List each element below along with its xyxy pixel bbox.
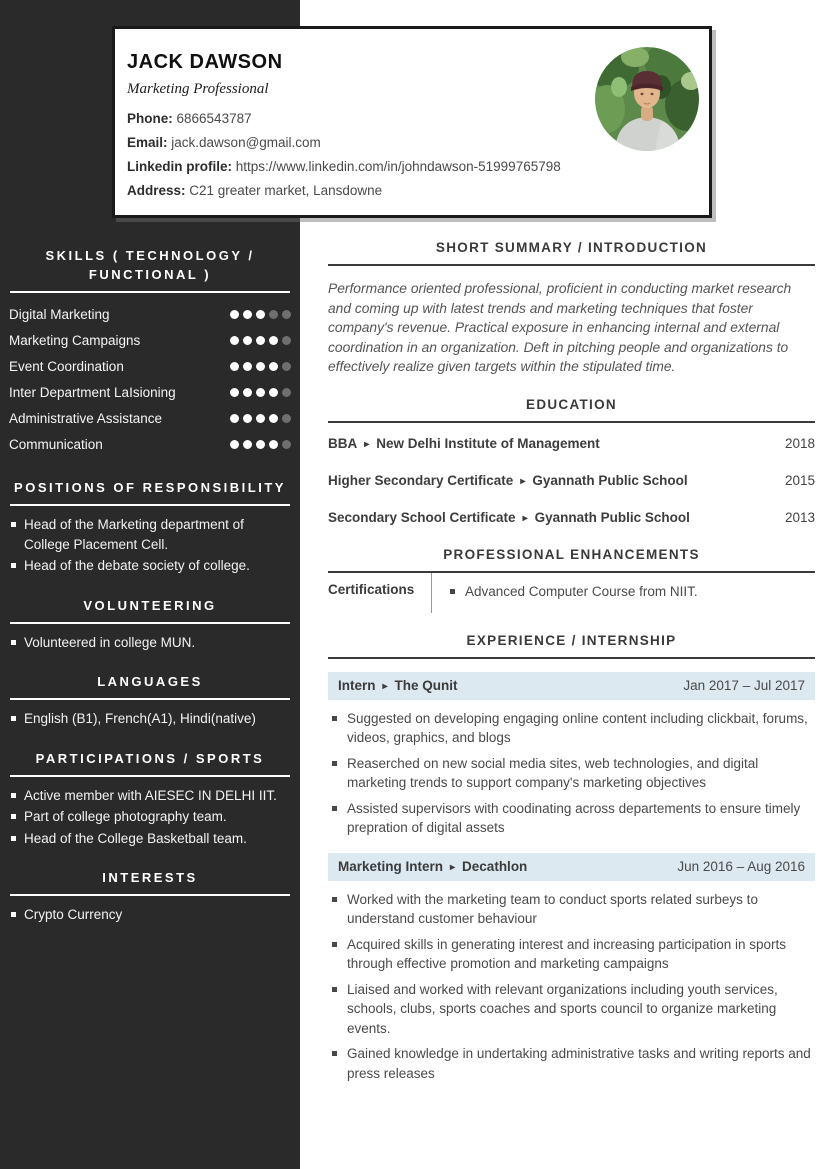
list-item: Worked with the marketing team to conduct sports related surbeys to understand customer behaviour	[328, 890, 815, 929]
job-bullet-list	[328, 709, 815, 838]
list-item: Crypto Currency	[9, 905, 291, 925]
list-item: Active member with AIESEC IN DELHI IIT.	[9, 786, 291, 806]
divider	[10, 622, 290, 624]
rating-dot-filled	[243, 362, 252, 371]
school: Gyannath Public School	[534, 509, 690, 525]
positions-section	[9, 478, 291, 576]
skill-row	[9, 354, 291, 380]
rating-dot-filled	[256, 388, 265, 397]
rating-dot-filled	[269, 336, 278, 345]
vertical-divider	[431, 573, 432, 613]
skill-rating-dots	[230, 336, 291, 345]
skill-row	[9, 432, 291, 458]
list-item: Reaserched on new social media sites, web technologies, and digital marketing trends to support company's marketing objectives	[328, 754, 815, 793]
divider	[10, 504, 290, 506]
rating-dot-filled	[243, 336, 252, 345]
phone-value: 6866543787	[176, 111, 252, 126]
rating-dot-empty	[282, 362, 291, 371]
email-value[interactable]: jack.dawson@gmail.com	[171, 135, 321, 150]
skill-name: Communication	[9, 437, 103, 452]
languages-heading: LANGUAGES	[97, 674, 203, 689]
skill-name: Event Coordination	[9, 359, 124, 374]
list-item: Gained knowledge in undertaking administrative tasks and writing reports and press releases	[328, 1044, 815, 1083]
person-name: JACK DAWSON	[127, 51, 283, 73]
education-degree-school	[328, 473, 688, 488]
certifications-row	[328, 573, 815, 613]
positions-list	[9, 515, 291, 576]
rating-dot-filled	[256, 310, 265, 319]
rating-dot-empty	[269, 310, 278, 319]
languages-list	[9, 709, 291, 729]
education-heading: EDUCATION	[526, 396, 617, 412]
profile-photo-illustration	[595, 47, 699, 151]
divider	[328, 657, 815, 659]
rating-dot-filled	[256, 362, 265, 371]
education-section	[328, 397, 815, 525]
skill-row	[9, 406, 291, 432]
education-row	[328, 436, 815, 451]
participations-heading: PARTICIPATIONS / SPORTS	[35, 750, 265, 766]
divider	[10, 775, 290, 777]
skill-rating-dots	[230, 362, 291, 371]
volunteering-section	[9, 596, 291, 653]
arrow-right-icon: ▸	[364, 438, 370, 450]
rating-dot-filled	[230, 388, 239, 397]
phone-label: Phone:	[127, 111, 173, 126]
skills-section	[9, 246, 291, 458]
contact-address	[127, 179, 695, 203]
degree: Higher Secondary Certificate	[328, 472, 514, 488]
rating-dot-empty	[282, 388, 291, 397]
list-item: Advanced Computer Course from NIIT.	[446, 582, 698, 602]
interests-section	[9, 868, 291, 925]
school: New Delhi Institute of Management	[376, 435, 600, 451]
skills-heading: SKILLS ( TECHNOLOGY / FUNCTIONAL )	[45, 248, 255, 282]
professional-enhancements-section	[328, 547, 815, 613]
skill-rating-dots	[230, 388, 291, 397]
profile-photo	[595, 47, 699, 151]
list-item: Suggested on developing engaging online content including clickbait, forums, videos, graphics, and blogs	[328, 709, 815, 748]
job-dates: Jan 2017 – Jul 2017	[683, 677, 805, 693]
skill-name: Marketing Campaigns	[9, 333, 141, 348]
skill-name: Digital Marketing	[9, 307, 110, 322]
rating-dot-filled	[243, 414, 252, 423]
rating-dot-filled	[243, 388, 252, 397]
divider	[328, 421, 815, 423]
education-degree-school	[328, 510, 690, 525]
participations-section	[9, 749, 291, 849]
list-item: Head of the debate society of college.	[9, 556, 291, 576]
rating-dot-filled	[256, 336, 265, 345]
arrow-right-icon: ▸	[450, 861, 456, 873]
volunteering-list	[9, 633, 291, 653]
rating-dot-filled	[243, 440, 252, 449]
degree: BBA	[328, 435, 358, 451]
experience-heading: EXPERIENCE / INTERNSHIP	[466, 632, 677, 648]
list-item: Head of the Marketing department of College Placement Cell.	[9, 515, 291, 554]
job-dates: Jun 2016 – Aug 2016	[677, 858, 805, 874]
divider	[10, 894, 290, 896]
skill-row	[9, 380, 291, 406]
job-header-bar	[328, 853, 815, 881]
school: Gyannath Public School	[532, 472, 688, 488]
summary-section	[328, 240, 815, 377]
rating-dot-filled	[243, 310, 252, 319]
languages-section	[9, 672, 291, 729]
divider	[10, 291, 290, 293]
skill-row	[9, 328, 291, 354]
volunteering-heading: VOLUNTEERING	[83, 597, 217, 613]
participations-list	[9, 786, 291, 849]
main-column	[328, 240, 815, 1103]
job-title	[338, 678, 458, 693]
header-card	[112, 26, 712, 218]
arrow-right-icon: ▸	[522, 512, 528, 524]
list-item: Acquired skills in generating interest and increasing participation in sports through effective promotion and marketing campaigns	[328, 935, 815, 974]
rating-dot-filled	[230, 440, 239, 449]
arrow-right-icon: ▸	[382, 680, 388, 692]
list-item: Head of the College Basketball team.	[9, 829, 291, 849]
rating-dot-filled	[256, 440, 265, 449]
job-block	[328, 853, 815, 1084]
address-label: Address:	[127, 183, 186, 198]
interests-list	[9, 905, 291, 925]
job-bullet-list	[328, 890, 815, 1084]
skill-name: Administrative Assistance	[9, 411, 163, 426]
divider	[328, 264, 815, 266]
divider	[10, 698, 290, 700]
rating-dot-filled	[269, 414, 278, 423]
job-company: The Qunit	[394, 677, 458, 693]
skill-rating-dots	[230, 414, 291, 423]
education-year: 2013	[784, 509, 815, 525]
rating-dot-empty	[282, 440, 291, 449]
summary-heading: SHORT SUMMARY / INTRODUCTION	[435, 240, 708, 255]
rating-dot-empty	[282, 310, 291, 319]
skill-row	[9, 302, 291, 328]
rating-dot-filled	[269, 388, 278, 397]
rating-dot-filled	[256, 414, 265, 423]
rating-dot-filled	[230, 414, 239, 423]
rating-dot-empty	[282, 336, 291, 345]
arrow-right-icon: ▸	[520, 475, 526, 487]
rating-dot-empty	[282, 414, 291, 423]
certifications-label: Certifications	[328, 581, 415, 597]
positions-heading: POSITIONS OF RESPONSIBILITY	[14, 480, 286, 495]
list-item: Liaised and worked with relevant organizations including youth services, schools, clubs, sports coaches and sports council to organize marketing events.	[328, 980, 815, 1039]
list-item: Part of college photography team.	[9, 807, 291, 827]
linkedin-url[interactable]: https://www.linkedin.com/in/johndawson-51999765798	[235, 159, 561, 174]
education-year: 2015	[784, 472, 815, 488]
skill-rating-dots	[230, 310, 291, 319]
education-degree-school	[328, 436, 600, 451]
person-job-title: Marketing Professional	[127, 81, 269, 97]
list-item: Volunteered in college MUN.	[9, 633, 291, 653]
list-item: Assisted supervisors with coodinating across departements to ensure timely prepration of digital assets	[328, 799, 815, 838]
summary-text: Performance oriented professional, proficient in conducting market research and coming up with latest trends and marketing techniques that foster company's revenue. Practical exposure in enhancing internal and external coordination in an organization. Deft in pitching people and organizations to effectively realize given targets within the stipulated time.	[328, 281, 792, 374]
job-role: Intern	[338, 677, 376, 693]
job-header-bar	[328, 672, 815, 700]
job-title	[338, 859, 527, 874]
rating-dot-filled	[230, 336, 239, 345]
job-company: Decathlon	[462, 858, 528, 874]
interests-heading: INTERESTS	[102, 870, 198, 885]
contact-linkedin	[127, 155, 695, 179]
skill-name: Inter Department LaIsioning	[9, 385, 176, 400]
education-row	[328, 473, 815, 488]
education-year: 2018	[784, 435, 815, 451]
job-block	[328, 672, 815, 838]
linkedin-label: Linkedin profile:	[127, 159, 233, 174]
list-item: English (B1), French(A1), Hindi(native)	[9, 709, 291, 729]
degree: Secondary School Certificate	[328, 509, 516, 525]
education-row	[328, 510, 815, 525]
rating-dot-filled	[269, 440, 278, 449]
experience-section	[328, 633, 815, 1084]
rating-dot-filled	[269, 362, 278, 371]
job-role: Marketing Intern	[338, 858, 444, 874]
certifications-list	[446, 573, 698, 613]
skill-rating-dots	[230, 440, 291, 449]
rating-dot-filled	[230, 310, 239, 319]
address-value: C21 greater market, Lansdowne	[189, 183, 383, 198]
email-label: Email:	[127, 135, 168, 150]
rating-dot-filled	[230, 362, 239, 371]
professional-enhancements-heading: PROFESSIONAL ENHANCEMENTS	[443, 546, 700, 562]
